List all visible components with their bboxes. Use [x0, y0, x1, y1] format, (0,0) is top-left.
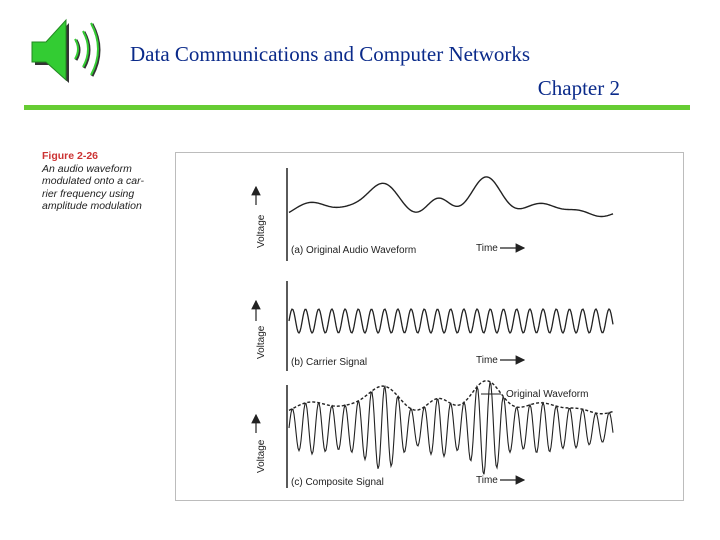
panel-carrier: [256, 281, 613, 371]
caption-line: rier frequency using: [42, 187, 135, 200]
x-axis-label: Time: [476, 243, 498, 254]
modulation-figure: [175, 152, 684, 501]
audio-waveform: [289, 177, 613, 217]
figure-caption: [42, 150, 167, 213]
figure-number: Figure 2-26: [42, 150, 99, 162]
speaker-icon[interactable]: [28, 14, 118, 86]
y-axis-label: Voltage: [256, 325, 267, 359]
title-divider: [24, 105, 690, 110]
y-axis-label: Voltage: [256, 439, 267, 473]
waveform-diagram: [176, 153, 683, 500]
panel-composite: [256, 381, 613, 488]
carrier-waveform: [289, 309, 613, 333]
panel-audio: [256, 168, 613, 261]
panel-label: (b) Carrier Signal: [291, 357, 368, 368]
panel-label: (c) Composite Signal: [291, 477, 384, 488]
caption-line: An audio waveform: [42, 162, 132, 175]
caption-line: amplitude modulation: [42, 200, 142, 212]
page-title: Data Communications and Computer Networks: [130, 42, 531, 66]
x-axis-label: Time: [476, 355, 498, 366]
caption-line: modulated onto a car-: [42, 175, 144, 187]
x-axis-label: Time: [476, 475, 498, 486]
panel-label: (a) Original Audio Waveform: [291, 245, 417, 256]
chapter-label: Chapter 2: [537, 76, 620, 100]
annotation-label: Original Waveform: [506, 389, 589, 400]
y-axis-label: Voltage: [256, 214, 267, 248]
